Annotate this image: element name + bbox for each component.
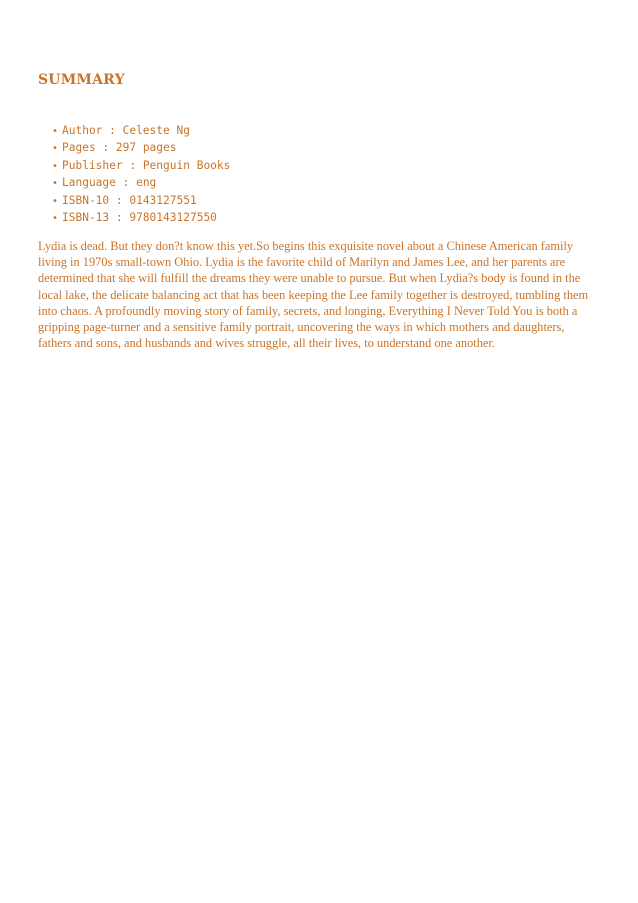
detail-publisher [52, 157, 230, 174]
detail-author [52, 122, 230, 139]
detail-language [52, 174, 230, 191]
bullet-icon: • [52, 126, 58, 137]
bullet-icon: • [52, 160, 58, 172]
bullet-icon: • [52, 195, 58, 207]
detail-text: ISBN-10 : 0143127551 [62, 193, 197, 207]
detail-text: Language : eng [62, 176, 157, 190]
detail-pages [52, 139, 230, 156]
detail-isbn-13 [52, 209, 230, 226]
detail-isbn-10 [52, 192, 230, 209]
book-details-list [52, 122, 230, 226]
bullet-icon: • [52, 178, 58, 190]
detail-text: ISBN-13 : 9780143127550 [62, 210, 217, 224]
bullet-icon: • [52, 143, 58, 155]
detail-text: Author : Celeste Ng [62, 124, 190, 137]
summary-heading: SUMMARY [38, 72, 125, 88]
detail-text: Pages : 297 pages [62, 141, 177, 155]
bullet-icon: • [52, 212, 58, 224]
book-description: Lydia is dead. But they don?t know this yet.So begins this exquisite novel about a Chinese American family living in 1970s small-town Ohio. Lydia is the favorite child of Marilyn and James Lee, and her parents are determined that she will fulfill the dreams they were unable to pursue. But when Lydia?s body is found in the local lake, the delicate balancing act that has been keeping the Lee family together is destroyed, tumbling them into chaos. A profoundly moving story of family, secrets, and longing, Everything I Never Told You is both a gripping page-turner and a sensitive family portrait, uncovering the ways in which mothers and daughters, fathers and sons, and husbands and wives struggle, all their lives, to understand one another. [38, 239, 589, 351]
detail-text: Publisher : Penguin Books [62, 158, 231, 172]
